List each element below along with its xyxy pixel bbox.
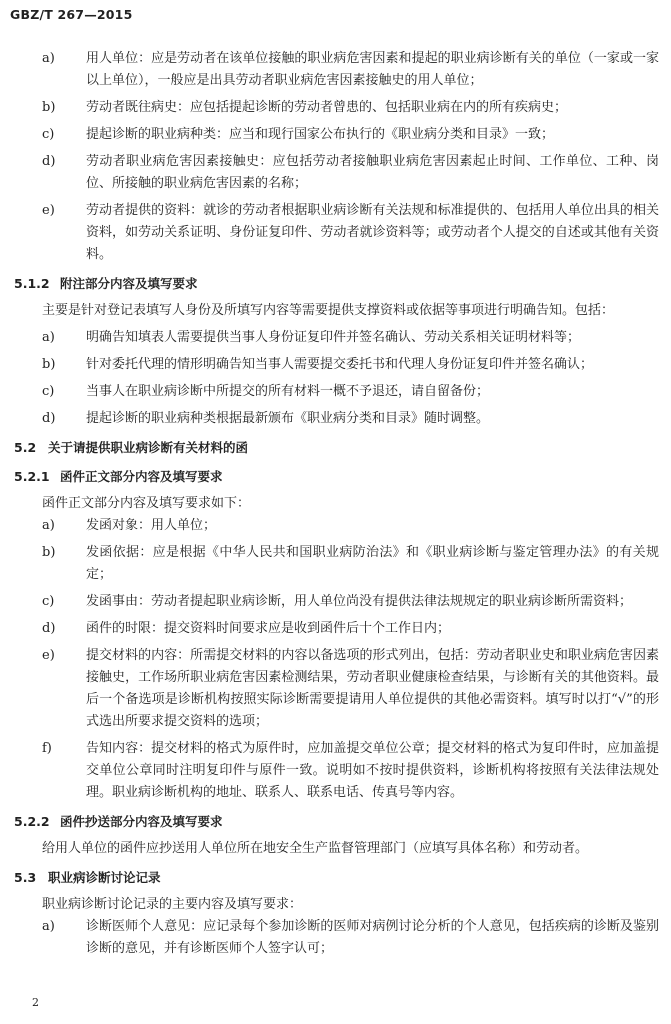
heading-number: 5.3 (14, 870, 37, 885)
item-label: e) (42, 203, 55, 218)
heading-number: 5.1.2 (14, 276, 50, 291)
list-item (14, 151, 659, 195)
item-text: 劳动者职业病危害因素接触史：应包括劳动者接触职业病危害因素起止时间、工作单位、工种、岗位、所接触的职业病危害因素的名称； (86, 154, 659, 191)
standard-number: GBZ/T 267—2015 (10, 7, 133, 22)
item-label: d) (42, 154, 56, 169)
list-item (14, 354, 659, 376)
item-label: d) (42, 411, 56, 426)
page-number: 2 (32, 996, 39, 1009)
item-label: c) (42, 594, 55, 609)
heading-number: 5.2.1 (14, 469, 50, 484)
item-text: 劳动者既往病史：应包括提起诊断的劳动者曾患的、包括职业病在内的所有疾病史； (86, 100, 568, 115)
item-text: 针对委托代理的情形明确告知当事人需要提交委托书和代理人身份证复印件并签名确认； (86, 357, 594, 372)
item-text: 用人单位：应是劳动者在该单位接触的职业病危害因素和提起的职业病诊断有关的单位（一家或一家以上单位），一般应是出具劳动者职业病危害因素接触史的用人单位； (86, 51, 659, 88)
item-text: 劳动者提供的资料：就诊的劳动者根据职业病诊断有关法规和标准提供的、包括用人单位出具的相关资料，如劳动关系证明、身份证复印件、劳动者就诊资料等；或劳动者个人提交的自述或其他有关资料。 (86, 203, 659, 262)
list-item (14, 327, 659, 349)
item-label: a) (42, 919, 55, 934)
item-label: c) (42, 384, 55, 399)
section-heading-5-1-2 (14, 273, 659, 295)
item-text: 函件的时限：提交资料时间要求应是收到函件后十个工作日内； (86, 621, 451, 636)
list-section-a (14, 48, 659, 266)
section-heading-5-2-2 (14, 811, 659, 833)
heading-title: 函件抄送部分内容及填写要求 (60, 814, 223, 829)
item-text: 告知内容：提交材料的格式为原件时，应加盖提交单位公章；提交材料的格式为复印件时，应加盖提交单位公章同时注明复印件与原件一致。说明如不按时提供资料，诊断机构将按照有关法律法规处理。职业病诊断机构的地址、联系人、联系电话、传真号等内容。 (86, 741, 659, 800)
section-heading-5-2 (14, 437, 659, 459)
item-label: e) (42, 648, 55, 663)
list-item (14, 48, 659, 92)
paragraph: 主要是针对登记表填写人身份及所填写内容等需要提供支撑资料或依据等事项进行明确告知。包括： (42, 303, 615, 318)
heading-title: 职业病诊断讨论记录 (48, 870, 161, 885)
paragraph: 给用人单位的函件应抄送用人单位所在地安全生产监督管理部门（应填写具体名称）和劳动者。 (42, 841, 589, 856)
item-text: 提起诊断的职业病种类：应当和现行国家公布执行的《职业病分类和目录》一致； (86, 127, 555, 142)
item-label: b) (42, 545, 56, 560)
item-text: 提起诊断的职业病种类根据最新颁布《职业病分类和目录》随时调整。 (86, 411, 490, 426)
page-content (14, 48, 659, 960)
list-item (14, 591, 659, 613)
list-item (14, 738, 659, 804)
section-heading-5-3 (14, 867, 659, 889)
item-label: f) (42, 741, 52, 756)
item-text: 当事人在职业病诊断中所提交的所有材料一概不予退还，请自留备份； (86, 384, 490, 399)
item-label: a) (42, 51, 55, 66)
list-item (14, 97, 659, 119)
list-item (14, 381, 659, 403)
heading-title: 关于请提供职业病诊断有关材料的函 (48, 440, 249, 455)
heading-number: 5.2.2 (14, 814, 50, 829)
item-text: 发函对象：用人单位； (86, 518, 217, 533)
list-item (14, 200, 659, 266)
list-item (14, 618, 659, 640)
list-item (14, 645, 659, 733)
item-text: 提交材料的内容：所需提交材料的内容以备选项的形式列出，包括：劳动者职业史和职业病危害因素接触史，工作场所职业病危害因素检测结果，劳动者职业健康检查结果，与诊断有关的其他资料。最后一个备选项是诊断机构按照实际诊断需要提请用人单位提供的其他必需资料。填写时以打“√”的形式选出所要求提交资料的选项； (86, 648, 659, 729)
paragraph: 函件正文部分内容及填写要求如下： (42, 496, 251, 511)
list-item (14, 124, 659, 146)
item-label: b) (42, 357, 56, 372)
item-text: 明确告知填表人需要提供当事人身份证复印件并签名确认、劳动关系相关证明材料等； (86, 330, 581, 345)
item-text: 诊断医师个人意见：应记录每个参加诊断的医师对病例讨论分析的个人意见，包括疾病的诊断及鉴别诊断的意见，并有诊断医师个人签字认可； (86, 919, 659, 956)
item-text: 发函依据：应是根据《中华人民共和国职业病防治法》和《职业病诊断与鉴定管理办法》的有关规定； (86, 545, 659, 582)
item-label: a) (42, 330, 55, 345)
list-item (14, 916, 659, 960)
list-item (14, 542, 659, 586)
item-label: c) (42, 127, 55, 142)
item-label: d) (42, 621, 56, 636)
item-text: 发函事由：劳动者提起职业病诊断，用人单位尚没有提供法律法规规定的职业病诊断所需资料； (86, 594, 633, 609)
list-item (14, 408, 659, 430)
section-heading-5-2-1 (14, 466, 659, 488)
paragraph: 职业病诊断讨论记录的主要内容及填写要求： (42, 897, 303, 912)
heading-title: 附注部分内容及填写要求 (60, 276, 198, 291)
item-label: b) (42, 100, 56, 115)
list-item (14, 515, 659, 537)
heading-title: 函件正文部分内容及填写要求 (60, 469, 223, 484)
heading-number: 5.2 (14, 440, 37, 455)
item-label: a) (42, 518, 55, 533)
